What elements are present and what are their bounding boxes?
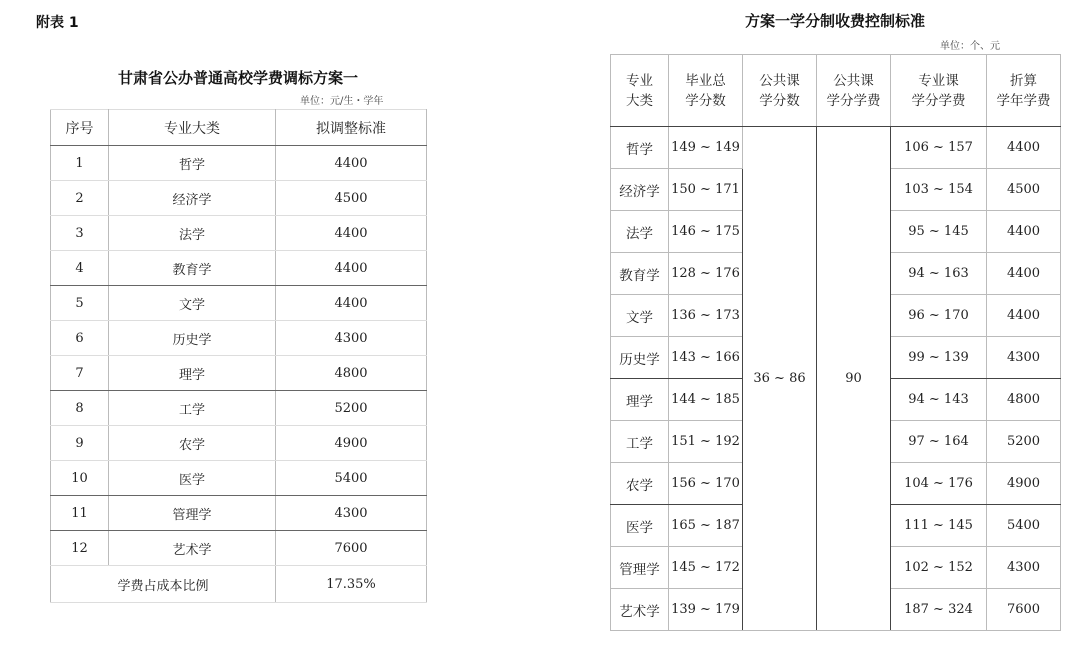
major-course-fee: 102 ~ 152: [891, 547, 987, 589]
annual-fee: 4400: [987, 211, 1061, 253]
table-header-row: [51, 110, 427, 146]
table-row: [51, 391, 427, 426]
credit-fee-table: [610, 54, 1061, 631]
total-credits: 165 ~ 187: [669, 505, 743, 547]
major-course-fee: 94 ~ 163: [891, 253, 987, 295]
row-number: 1: [51, 146, 109, 181]
table-row: [51, 321, 427, 356]
row-number: 6: [51, 321, 109, 356]
fee-adjustment-table: [50, 109, 427, 603]
row-number: 4: [51, 251, 109, 286]
table-row: [51, 146, 427, 181]
major-category: 农学: [611, 463, 669, 505]
major-category: 法学: [611, 211, 669, 253]
table-row: [611, 127, 1061, 169]
column-header-major-category: 专业 大类: [611, 55, 669, 127]
major-course-fee: 94 ~ 143: [891, 379, 987, 421]
row-number: 5: [51, 286, 109, 321]
annual-fee: 7600: [987, 589, 1061, 631]
cost-ratio-label: 学费占成本比例: [51, 566, 276, 603]
annual-fee: 4400: [987, 295, 1061, 337]
right-table-title: 方案一学分制收费控制标准: [744, 12, 925, 30]
table-row: [51, 496, 427, 531]
annual-fee: 4500: [987, 169, 1061, 211]
total-credits: 136 ~ 173: [669, 295, 743, 337]
major-category: 经济学: [109, 181, 276, 216]
major-category: 历史学: [611, 337, 669, 379]
major-course-fee: 99 ~ 139: [891, 337, 987, 379]
total-credits: 149 ~ 149: [669, 127, 743, 169]
fee-adjustment-rows: [51, 146, 427, 566]
major-course-fee: 96 ~ 170: [891, 295, 987, 337]
public-course-fee: 90: [817, 127, 891, 631]
fee-standard: 5400: [276, 461, 427, 496]
column-header-total-credits: 毕业总 学分数: [669, 55, 743, 127]
column-header-standard: 拟调整标准: [276, 110, 427, 146]
major-category: 哲学: [611, 127, 669, 169]
annual-fee: 4800: [987, 379, 1061, 421]
total-credits: 151 ~ 192: [669, 421, 743, 463]
major-category: 文学: [109, 286, 276, 321]
fee-standard: 7600: [276, 531, 427, 566]
table-header-row: [611, 55, 1061, 127]
table-row: [51, 426, 427, 461]
annual-fee: 5400: [987, 505, 1061, 547]
row-number: 3: [51, 216, 109, 251]
fee-standard: 4800: [276, 356, 427, 391]
major-category: 医学: [109, 461, 276, 496]
table-footer-row: [51, 566, 427, 603]
fee-standard: 4400: [276, 146, 427, 181]
major-category: 教育学: [611, 253, 669, 295]
annual-fee: 4400: [987, 253, 1061, 295]
cost-ratio-value: 17.35%: [276, 566, 427, 603]
total-credits: 145 ~ 172: [669, 547, 743, 589]
annual-fee: 5200: [987, 421, 1061, 463]
major-category: 理学: [611, 379, 669, 421]
fee-standard: 5200: [276, 391, 427, 426]
table-row: [51, 251, 427, 286]
major-category: 管理学: [109, 496, 276, 531]
major-category: 教育学: [109, 251, 276, 286]
total-credits: 156 ~ 170: [669, 463, 743, 505]
row-number: 9: [51, 426, 109, 461]
total-credits: 128 ~ 176: [669, 253, 743, 295]
right-table-unit: 单位：个、元: [940, 41, 1000, 52]
annual-fee: 4400: [987, 127, 1061, 169]
left-table-title: 甘肃省公办普通高校学费调标方案一: [117, 69, 358, 87]
total-credits: 139 ~ 179: [669, 589, 743, 631]
row-number: 11: [51, 496, 109, 531]
major-course-fee: 106 ~ 157: [891, 127, 987, 169]
column-header-public-fee: 公共课 学分学费: [817, 55, 891, 127]
column-header-no: 序号: [51, 110, 109, 146]
table-row: [51, 461, 427, 496]
major-category: 农学: [109, 426, 276, 461]
public-course-credits: 36 ~ 86: [743, 127, 817, 631]
row-number: 12: [51, 531, 109, 566]
row-number: 7: [51, 356, 109, 391]
total-credits: 146 ~ 175: [669, 211, 743, 253]
fee-standard: 4300: [276, 496, 427, 531]
left-table-unit: 单位：元/生・学年: [300, 96, 384, 107]
table-row: [51, 181, 427, 216]
annual-fee: 4900: [987, 463, 1061, 505]
total-credits: 144 ~ 185: [669, 379, 743, 421]
appendix-label: 附表 1: [36, 15, 79, 31]
major-category: 医学: [611, 505, 669, 547]
row-number: 2: [51, 181, 109, 216]
major-category: 艺术学: [611, 589, 669, 631]
row-number: 10: [51, 461, 109, 496]
major-category: 哲学: [109, 146, 276, 181]
fee-standard: 4400: [276, 286, 427, 321]
column-header-annual-fee: 折算 学年学费: [987, 55, 1061, 127]
column-header-major-fee: 专业课 学分学费: [891, 55, 987, 127]
row-number: 8: [51, 391, 109, 426]
fee-standard: 4900: [276, 426, 427, 461]
credit-fee-rows: [611, 127, 1061, 631]
annual-fee: 4300: [987, 337, 1061, 379]
table-row: [51, 356, 427, 391]
major-category: 历史学: [109, 321, 276, 356]
major-course-fee: 95 ~ 145: [891, 211, 987, 253]
column-header-public-credits: 公共课 学分数: [743, 55, 817, 127]
major-course-fee: 104 ~ 176: [891, 463, 987, 505]
major-category: 艺术学: [109, 531, 276, 566]
table-row: [51, 286, 427, 321]
major-course-fee: 111 ~ 145: [891, 505, 987, 547]
annual-fee: 4300: [987, 547, 1061, 589]
major-course-fee: 97 ~ 164: [891, 421, 987, 463]
table-row: [51, 216, 427, 251]
table-row: [51, 531, 427, 566]
major-category: 经济学: [611, 169, 669, 211]
major-category: 法学: [109, 216, 276, 251]
fee-standard: 4300: [276, 321, 427, 356]
total-credits: 143 ~ 166: [669, 337, 743, 379]
total-credits: 150 ~ 171: [669, 169, 743, 211]
major-course-fee: 187 ~ 324: [891, 589, 987, 631]
major-category: 理学: [109, 356, 276, 391]
major-category: 管理学: [611, 547, 669, 589]
major-category: 文学: [611, 295, 669, 337]
column-header-major: 专业大类: [109, 110, 276, 146]
fee-standard: 4400: [276, 216, 427, 251]
major-course-fee: 103 ~ 154: [891, 169, 987, 211]
fee-standard: 4400: [276, 251, 427, 286]
major-category: 工学: [611, 421, 669, 463]
fee-standard: 4500: [276, 181, 427, 216]
major-category: 工学: [109, 391, 276, 426]
